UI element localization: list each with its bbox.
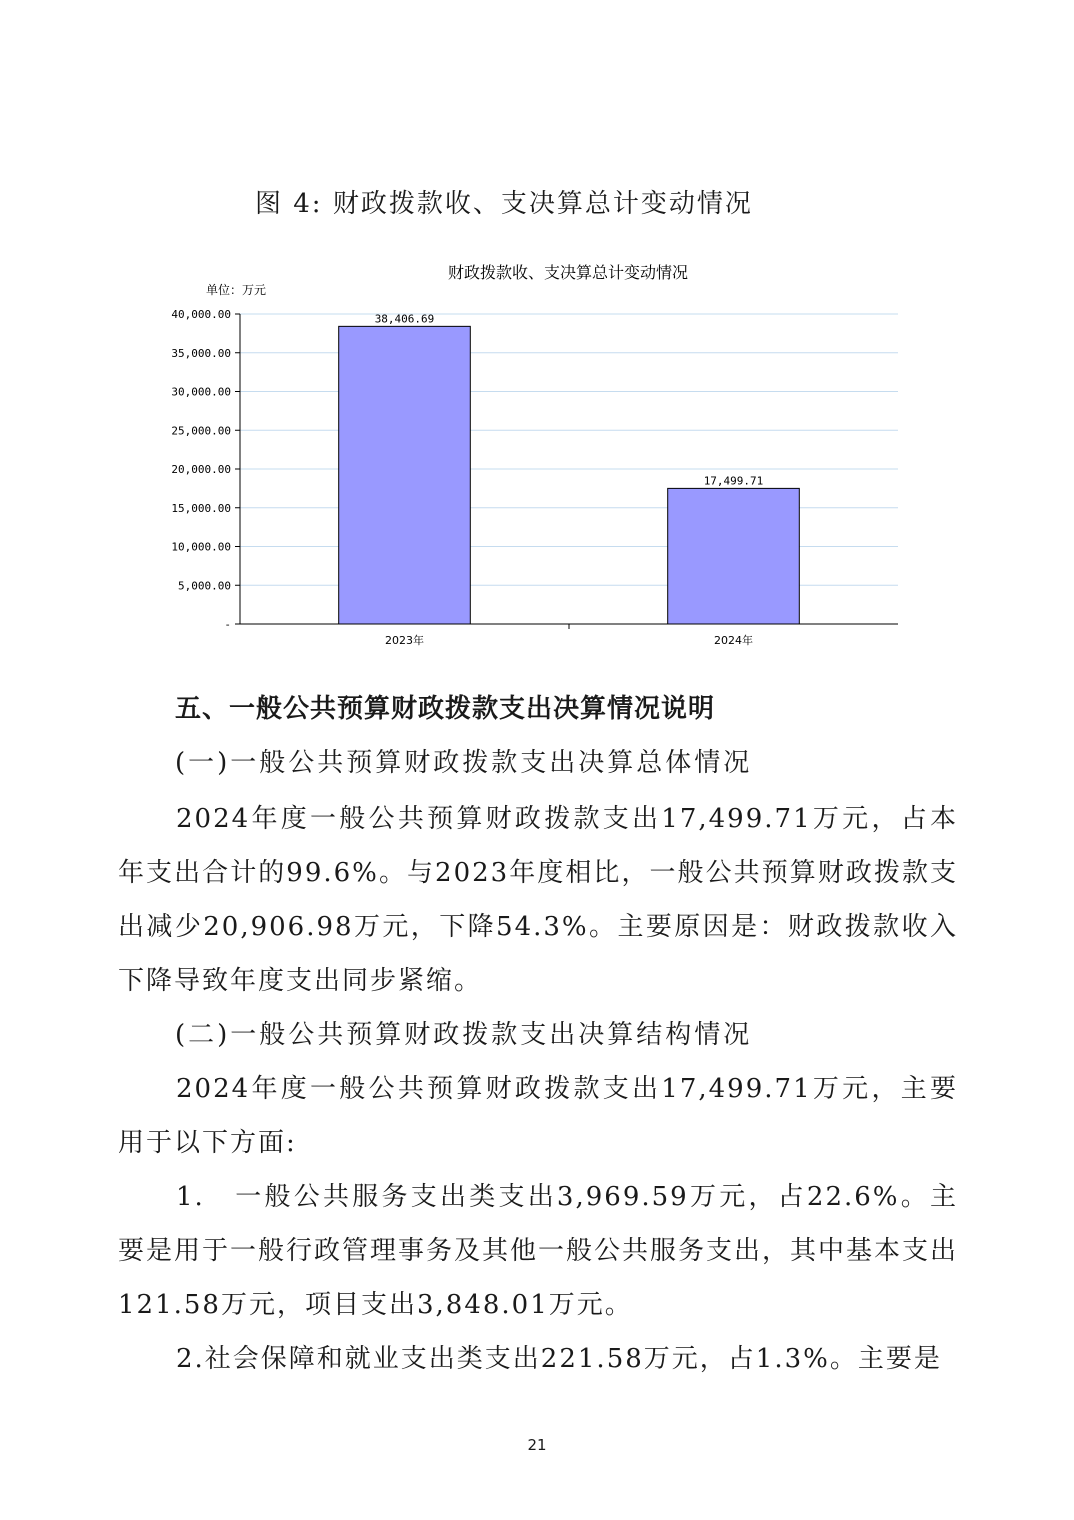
y-tick-label: 30,000.00 [171,385,231,399]
subheading-structure: (二)一般公共预算财政拨款支出决算结构情况 [175,1020,753,1050]
y-tick-label: 40,000.00 [171,308,231,321]
y-tick-label: 35,000.00 [171,346,231,360]
x-tick-label: 2024年 [714,634,753,647]
y-tick-label: - [224,618,231,631]
paragraph-overall: 2024年度一般公共预算财政拨款支出17,499.71万元，占本年支出合计的99.6%。与2023年度相比，一般公共预算财政拨款支出减少20,906.98万元，下降54.3%。主要原因是：财政拨款收入下降导致年度支出同步紧缩。 [118,804,958,996]
page-number: 21 [527,1436,547,1454]
paragraph-structure: 2024年度一般公共预算财政拨款支出17,499.71万元，主要用于以下方面: [118,1074,958,1158]
y-tick-label: 20,000.00 [171,463,231,476]
y-tick-label: 10,000.00 [171,540,231,554]
paragraph-item-1: 1. 一般公共服务支出类支出3,969.59万元，占22.6%。主要是用于一般行政管理事务及其他一般公共服务支出，其中基本支出121.58万元，项目支出3,848.01万元。 [118,1182,959,1320]
figure-caption: 图 4: 财政拨款收、支决算总计变动情况 [255,189,753,219]
chart-title: 财政拨款收、支决算总计变动情况 [447,263,689,282]
data-label: 38,406.69 [374,312,435,326]
bar-chart [150,250,910,660]
paragraph-item-2: 2.社会保障和就业支出类支出221.58万元，占1.3%。主要是 [176,1344,942,1374]
y-tick-label: 25,000.00 [171,424,231,438]
subheading-overall: (一)一般公共预算财政拨款支出决算总体情况 [175,748,753,778]
section-heading: 五、一般公共预算财政拨款支出决算情况说明 [175,694,716,724]
x-tick-label: 2023年 [385,634,424,647]
y-tick-label: 5,000.00 [178,579,231,593]
bar-2024年 [668,488,800,624]
data-label: 17,499.71 [703,474,764,488]
y-tick-label: 15,000.00 [171,501,231,515]
bar-2023年 [339,326,471,624]
chart-unit-label: 单位：万元 [206,283,267,297]
chart-svg [150,250,910,660]
